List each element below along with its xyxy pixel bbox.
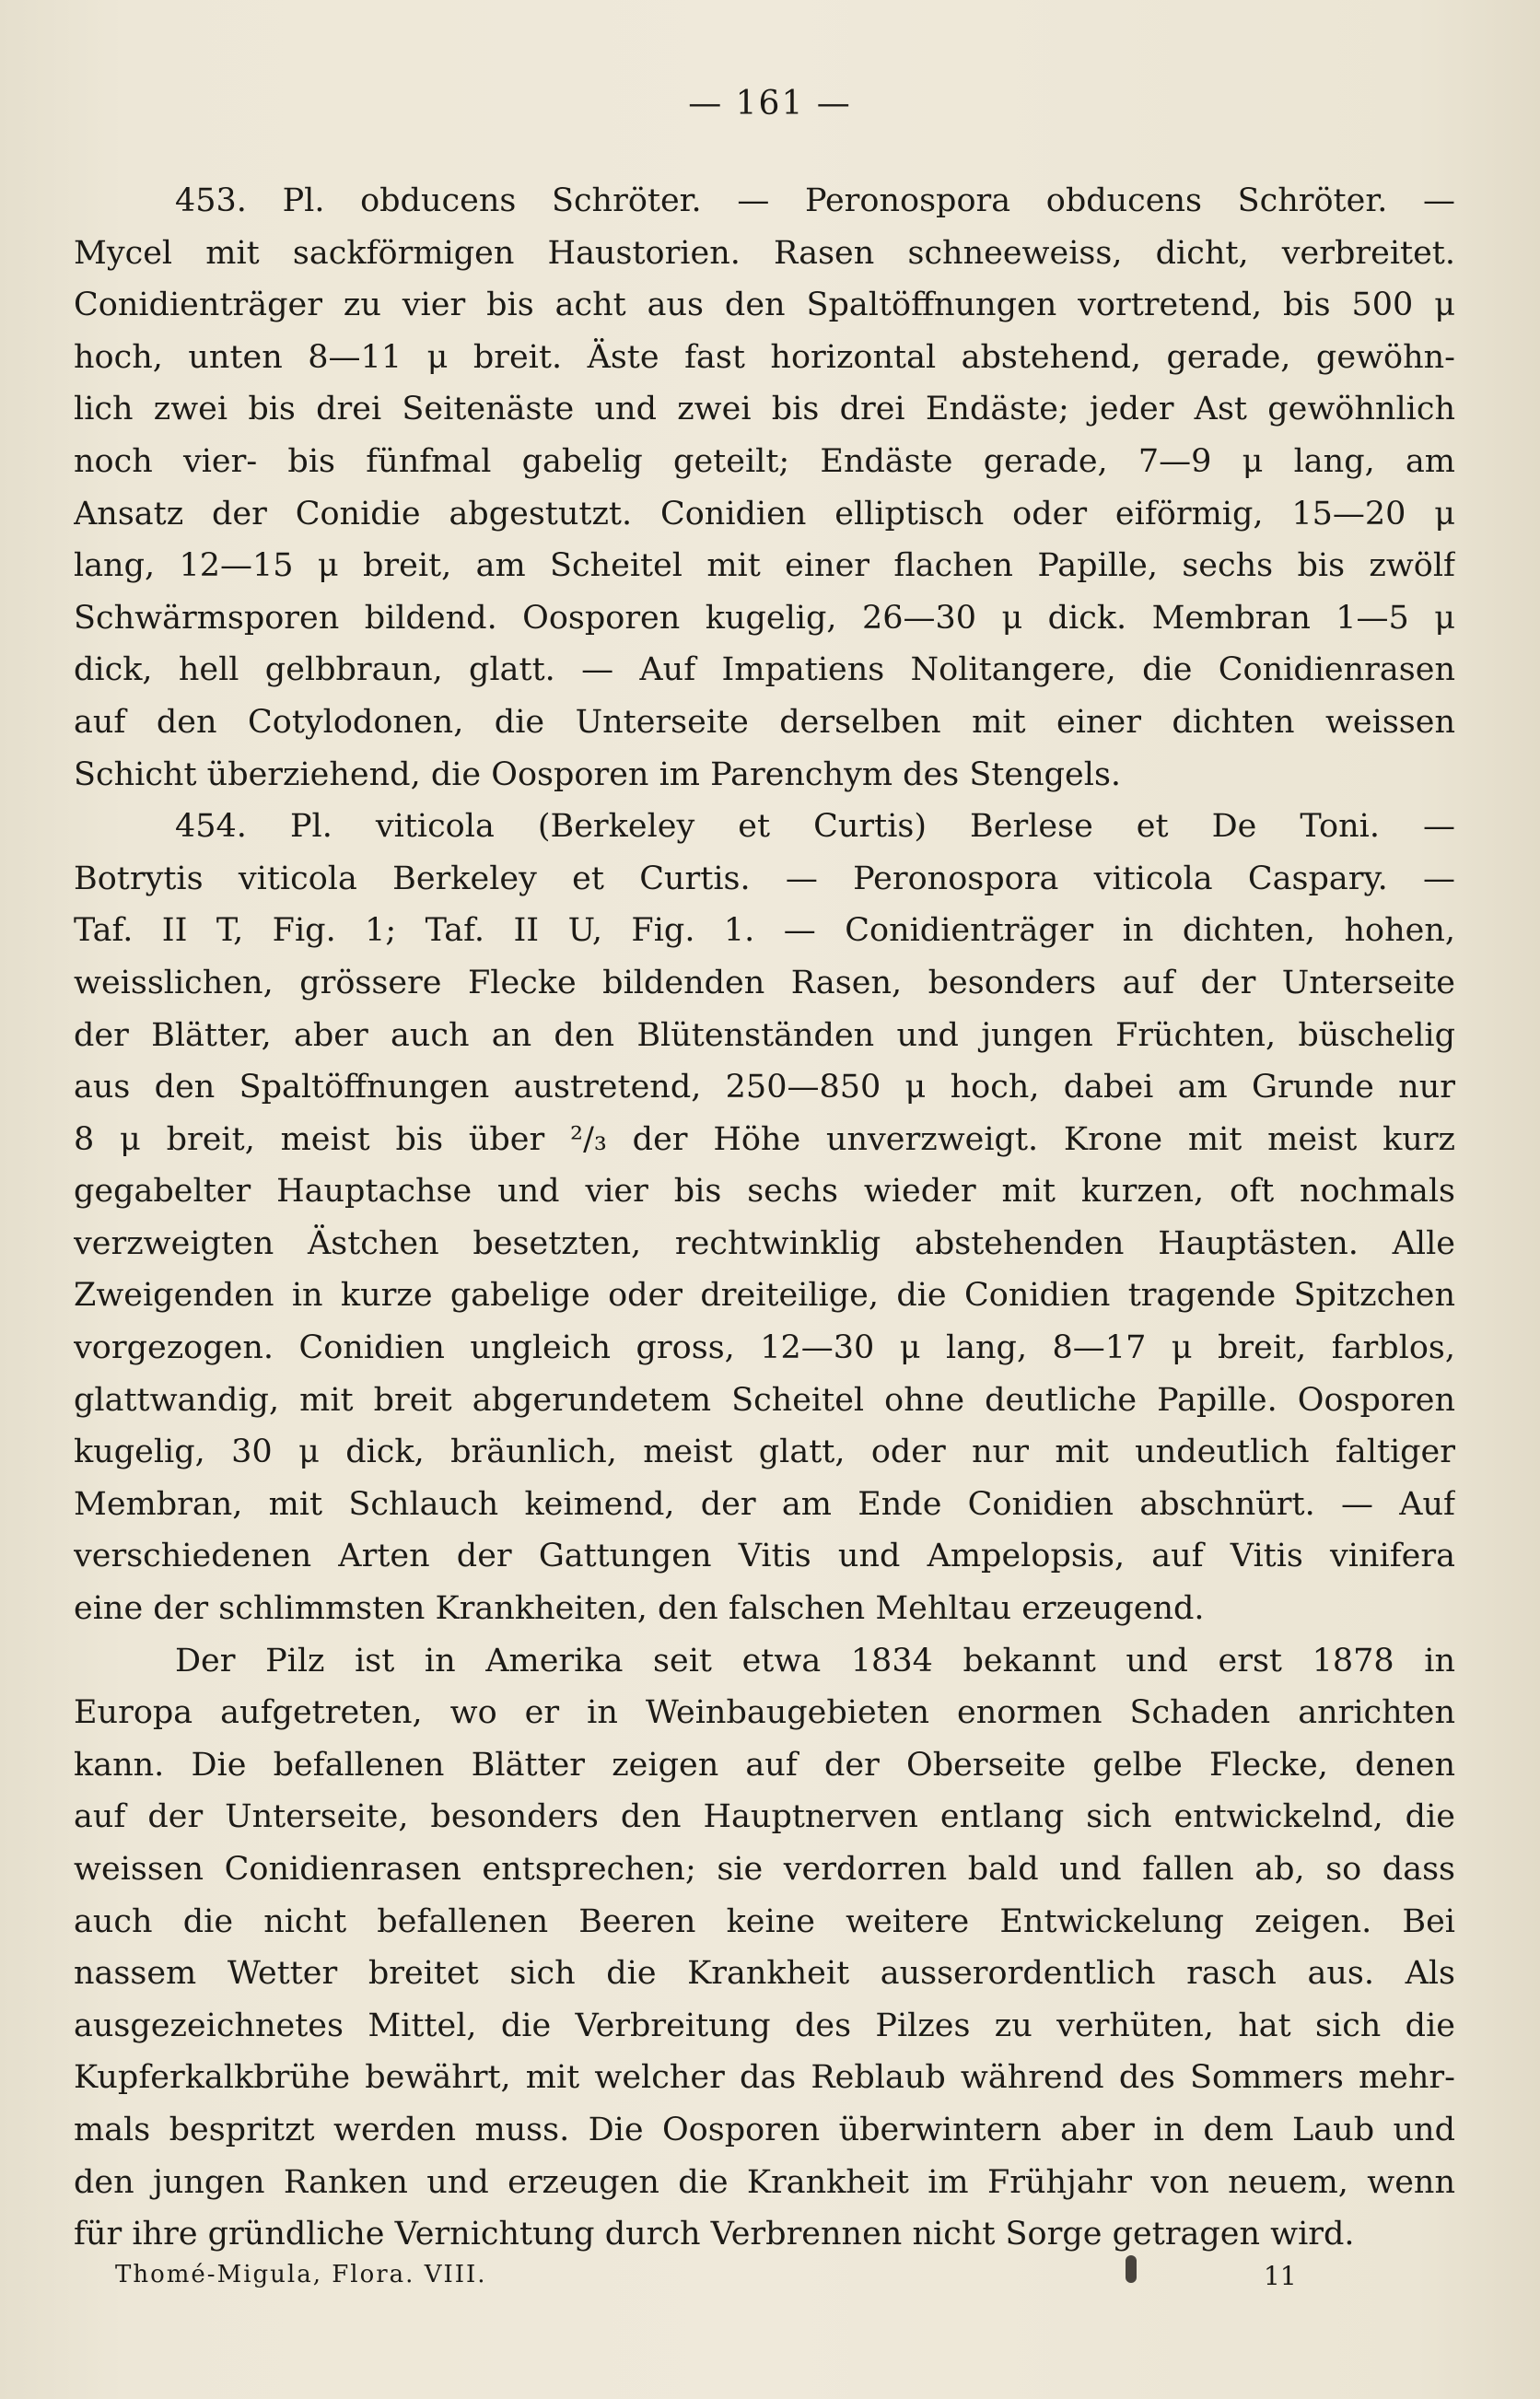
text-line: Ansatz der Conidie abgestutzt. Conidien elliptisch oder eiförmig, 15—20 μ <box>74 495 1455 532</box>
text-line: den jungen Ranken und erzeugen die Krankheit im Frühjahr von neuem, wenn <box>74 2163 1455 2201</box>
text-line: auch die nicht befallenen Beeren keine weitere Entwickelung zeigen. Bei <box>74 1902 1455 1940</box>
text-line: nassem Wetter breitet sich die Krankheit ausserordentlich rasch aus. Als <box>74 1955 1455 1993</box>
text-line: glattwandig, mit breit abgerundetem Scheitel ohne deutliche Papille. Oosporen <box>74 1381 1455 1419</box>
text-line: kann. Die befallenen Blätter zeigen auf der Oberseite gelbe Flecke, denen <box>74 1746 1455 1784</box>
text-line: lich zwei bis drei Seitenäste und zwei bis drei Endäste; jeder Ast gewöhnlich <box>74 391 1455 428</box>
text-line: noch vier- bis fünfmal gabelig geteilt; Endäste gerade, 7—9 μ lang, am <box>74 442 1455 480</box>
text-line: auf der Unterseite, besonders den Hauptnerven entlang sich entwickelnd, die <box>74 1798 1455 1836</box>
text-line: für ihre gründliche Vernichtung durch Verbrennen nicht Sorge getragen wird. <box>74 2216 1355 2253</box>
text-line: Kupferkalkbrühe bewährt, mit welcher das Reblaub während des Sommers mehr- <box>74 2059 1455 2097</box>
entry-453-heading-line: 453. Pl. obducens Schröter. — Peronospora obducens Schröter. — <box>175 182 1455 219</box>
page-number: — 161 — <box>688 85 852 123</box>
text-line: eine der schlimmsten Krankheiten, den falschen Mehltau erzeugend. <box>74 1590 1205 1628</box>
text-line: verschiedenen Arten der Gattungen Vitis und Ampelopsis, auf Vitis vinifera <box>74 1538 1455 1575</box>
text-line: weisslichen, grössere Flecke bildenden Rasen, besonders auf der Unterseite <box>74 964 1455 1001</box>
text-line: weissen Conidienrasen entsprechen; sie verdorren bald und fallen ab, so dass <box>74 1851 1455 1888</box>
text-line: hoch, unten 8—11 μ breit. Äste fast horizontal abstehend, gerade, gewöhn- <box>74 338 1455 376</box>
text-line: Mycel mit sackförmigen Haustorien. Rasen schneeweiss, dicht, verbreitet. <box>74 234 1455 272</box>
text-line: ausgezeichnetes Mittel, die Verbreitung des Pilzes zu verhüten, hat sich die <box>74 2007 1455 2044</box>
text-line: lang, 12—15 μ breit, am Scheitel mit einer flachen Papille, sechs bis zwölf <box>74 547 1455 585</box>
text-line: 8 μ breit, meist bis über ²/₃ der Höhe unverzweigt. Krone mit meist kurz <box>74 1120 1455 1158</box>
paragraph-start-line: Der Pilz ist in Amerika seit etwa 1834 bekannt und erst 1878 in <box>175 1642 1455 1679</box>
text-line: Botrytis viticola Berkeley et Curtis. — Peronospora viticola Caspary. — <box>74 860 1455 897</box>
text-line: Schicht überziehend, die Oosporen im Parenchym des Stengels. <box>74 755 1122 793</box>
text-line: Zweigenden in kurze gabelige oder dreiteilige, die Conidien tragende Spitzchen <box>74 1277 1455 1315</box>
text-line: auf den Cotylodonen, die Unterseite derselben mit einer dichten weissen <box>74 703 1455 741</box>
text-line: Conidienträger zu vier bis acht aus den Spaltöffnungen vortretend, bis 500 μ <box>74 287 1455 324</box>
footer-sheet-number: 11 <box>1264 2261 1297 2291</box>
text-line: Schwärmsporen bildend. Oosporen kugelig, 26—30 μ dick. Membran 1—5 μ <box>74 599 1455 637</box>
footer-signature: Thomé-Migula, Flora. VIII. <box>115 2261 487 2288</box>
body-text <box>74 175 1455 2261</box>
text-line: gegabelter Hauptachse und vier bis sechs wieder mit kurzen, oft nochmals <box>74 1173 1455 1211</box>
text-line: der Blätter, aber auch an den Blütenständen und jungen Früchten, büschelig <box>74 1016 1455 1054</box>
ink-smudge <box>1126 2255 1137 2283</box>
text-line: dick, hell gelbbraun, glatt. — Auf Impatiens Nolitangere, die Conidienrasen <box>74 651 1455 689</box>
text-line: aus den Spaltöffnungen austretend, 250—850 μ hoch, dabei am Grunde nur <box>74 1069 1455 1106</box>
text-line: Europa aufgetreten, wo er in Weinbaugebieten enormen Schaden anrichten <box>74 1694 1455 1732</box>
text-line: Taf. II T, Fig. 1; Taf. II U, Fig. 1. — Conidienträger in dichten, hohen, <box>74 912 1455 950</box>
text-line: kugelig, 30 μ dick, bräunlich, meist glatt, oder nur mit undeutlich faltiger <box>74 1434 1455 1471</box>
text-line: vorgezogen. Conidien ungleich gross, 12—30 μ lang, 8—17 μ breit, farblos, <box>74 1329 1455 1367</box>
text-line: verzweigten Ästchen besetzten, rechtwinklig abstehenden Hauptästen. Alle <box>74 1224 1455 1262</box>
entry-454-heading-line: 454. Pl. viticola (Berkeley et Curtis) Berlese et De Toni. — <box>175 808 1455 846</box>
text-line: mals bespritzt werden muss. Die Oosporen überwintern aber in dem Laub und <box>74 2111 1455 2148</box>
text-line: Membran, mit Schlauch keimend, der am Ende Conidien abschnürt. — Auf <box>74 1485 1455 1523</box>
